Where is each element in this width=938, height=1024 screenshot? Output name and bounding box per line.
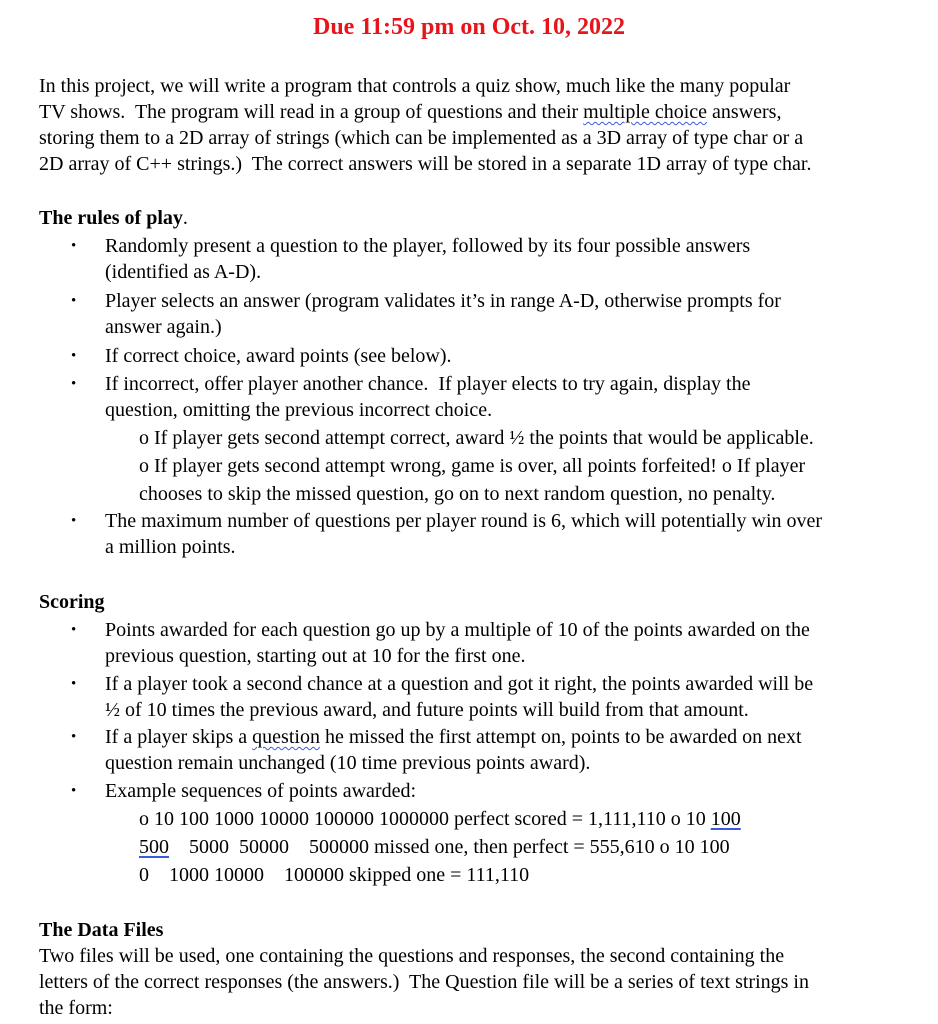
data-files-line-1: Two files will be used, one containing the questions and responses, the second containing the [39, 945, 785, 967]
scoring-line-5-end: he missed the first attempt on, points to be awarded on next [319, 726, 802, 748]
scoring-line-3: If a player took a second chance at a question and got it right, the points awarded will be [105, 673, 814, 695]
rules-line-4: answer again.) [105, 316, 222, 338]
data-files-line-3: the form: [39, 997, 113, 1019]
scoring-heading: Scoring [39, 591, 105, 613]
rules-subline-3: chooses to skip the missed question, go on to next random question, no penalty. [139, 483, 776, 505]
example-line-2 [139, 834, 730, 860]
rules-line-3: Player selects an answer (program validates it’s in range A-D, otherwise prompts for [105, 290, 781, 312]
bullet-icon: • [71, 676, 77, 692]
question-word: question [252, 726, 320, 748]
bullet-icon: • [71, 293, 77, 309]
scoring-line-2: previous question, starting out at 10 for the first one. [105, 645, 526, 667]
scoring-line-1: Points awarded for each question go up by a multiple of 10 of the points awarded on the [105, 619, 810, 641]
scoring-line-7: Example sequences of points awarded: [105, 780, 417, 802]
due-date-title: Due 11:59 pm on Oct. 10, 2022 [313, 14, 625, 40]
example-line-3: 0 1000 10000 100000 skipped one = 111,110 [139, 864, 530, 886]
example-line-2-text: 5000 50000 500000 missed one, then perfect = 555,610 o 10 100 [169, 836, 730, 858]
rules-line-7: question, omitting the previous incorrect choice. [105, 399, 493, 421]
scoring-line-5 [105, 724, 802, 750]
intro-line-2-text: TV shows. The program will read in a group of questions and their [39, 101, 579, 123]
scoring-line-5-start: If a player skips a [105, 726, 253, 748]
example-underlined-100: 100 [710, 808, 741, 830]
bullet-icon: • [71, 348, 77, 364]
rules-line-9: a million points. [105, 536, 236, 558]
rules-heading-period: . [182, 207, 188, 229]
rules-line-5: If correct choice, award points (see below). [105, 345, 452, 367]
rules-subline-2: o If player gets second attempt wrong, game is over, all points forfeited! o If player [139, 455, 806, 477]
rules-subline-1: o If player gets second attempt correct, award ½ the points that would be applicable. [139, 427, 814, 449]
rules-line-1: Randomly present a question to the player, followed by its four possible answers [105, 235, 751, 257]
intro-line-4: 2D array of C++ strings.) The correct answers will be stored in a separate 1D array of type char. [39, 153, 812, 175]
bullet-icon: • [71, 783, 77, 799]
multiple-choice-text: multiple choice [583, 101, 708, 123]
data-files-line-2: letters of the correct responses (the answers.) The Question file will be a series of text strings in [39, 971, 809, 993]
intro-line-2-end: answers, [707, 101, 782, 123]
example-underlined-500: 500 [139, 836, 169, 858]
intro-line-2 [39, 99, 781, 125]
example-line-1 [139, 806, 741, 832]
scoring-line-6: question remain unchanged (10 time previous points award). [105, 752, 591, 774]
bullet-icon: • [71, 238, 77, 254]
example-line-1-text: o 10 100 1000 10000 100000 1000000 perfect scored = 1,111,110 o 10 [139, 808, 711, 830]
intro-line-3: storing them to a 2D array of strings (which can be implemented as a 3D array of type char or a [39, 127, 804, 149]
data-files-heading: The Data Files [39, 919, 164, 941]
rules-heading-text: The rules of play [39, 207, 183, 229]
scoring-line-4: ½ of 10 times the previous award, and future points will build from that amount. [105, 699, 749, 721]
bullet-icon: • [71, 376, 77, 392]
bullet-icon: • [71, 622, 77, 638]
rules-heading [39, 205, 188, 231]
rules-line-8: The maximum number of questions per player round is 6, which will potentially win over [105, 510, 823, 532]
rules-line-2: (identified as A-D). [105, 261, 262, 283]
rules-line-6: If incorrect, offer player another chance. If player elects to try again, display the [105, 373, 751, 395]
bullet-icon: • [71, 729, 77, 745]
bullet-icon: • [71, 513, 77, 529]
intro-line-1: In this project, we will write a program that controls a quiz show, much like the many popular [39, 75, 791, 97]
